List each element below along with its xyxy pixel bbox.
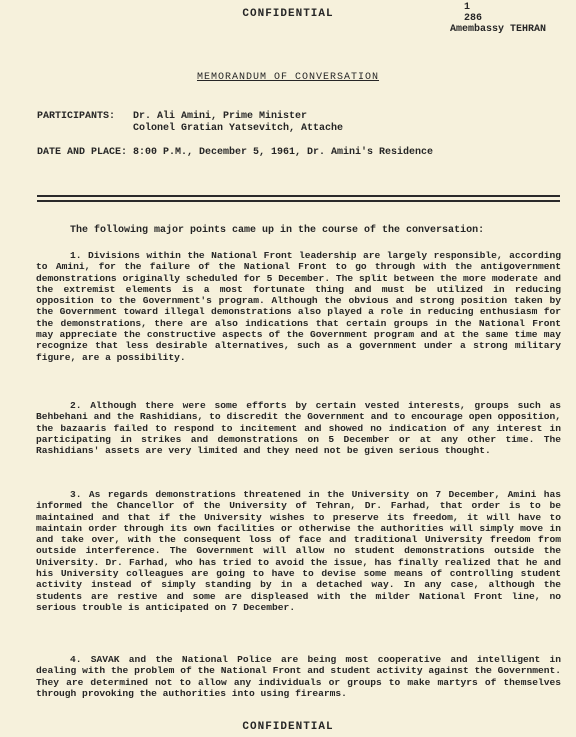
participants-row bbox=[37, 111, 307, 122]
intro-line: The following major points came up in the course of the conversation: bbox=[70, 225, 485, 236]
paragraph-4: 4. SAVAK and the National Police are being most cooperative and intelligent in dealing with the problem of the National Front and student activity against the Government. They are determined not to allow any individuals or groups to make martyrs of themselves through provoking the authorities into using firearms. bbox=[36, 654, 561, 699]
date-place-label: DATE AND PLACE: bbox=[37, 147, 128, 158]
participant-2: Colonel Gratian Yatsevitch, Attache bbox=[133, 123, 344, 134]
date-place-row bbox=[37, 147, 433, 158]
classification-header: CONFIDENTIAL bbox=[242, 8, 334, 20]
paragraph-1: 1. Divisions within the National Front leadership are largely responsible, according to Amini, for the failure of the National Front to go through with the antigovernment demonstrations originally scheduled for 5 December. The split between the more moderate and the extremist elements is a most fortunate thing and must be utilized in reducing opposition to the Government's program. Although the obvious and strong position taken by the Government toward illegal demonstrations also played a role in reducing enthusiasm for the demonstrations, there are also indications that certain groups in the National Front may appreciate the constructive aspects of the Government program and at the same time may recognize that less desirable alternatives, such as a government under a strong military figure, are a possibility. bbox=[36, 250, 561, 363]
paragraph-3: 3. As regards demonstrations threatened in the University on 7 December, Amini has informed the Chancellor of the University of Tehran, Dr. Farhad, that order is to be maintained and that if the University wishes to preserve its freedom, it will have to maintain order through its own facilities or otherwise the authorities will simply move in and take over, with the consequent loss of face and traditional University freedom from outside interference. The Government will allow no student demonstrations outside the University. Dr. Farhad, who has tried to avoid the issue, has finally realized that he and his University colleagues are going to have to devise some means of controlling student activity instead of simply standing by in a detached way. In any case, although the students are restive and some are displeased with the milder National Front line, no serious trouble is anticipated on 7 December. bbox=[36, 489, 561, 613]
divider-rule-2 bbox=[37, 200, 560, 202]
participants-label: PARTICIPANTS: bbox=[37, 111, 116, 122]
reference-block bbox=[450, 2, 546, 35]
divider-rule-1 bbox=[37, 195, 560, 197]
paragraph-2: 2. Although there were some efforts by certain vested interests, groups such as Behbehani and the Rashidians, to discredit the Government and to encourage open opposition, the bazaaris failed to respond to incitement and showed no indication of any interest in participating in strikes and demonstrations on 5 December or at any other time. The Rashidians' assets are very limited and they need not be given serious thought. bbox=[36, 400, 561, 457]
reference-line-2: 286 bbox=[463, 13, 482, 24]
date-place-value: 8:00 P.M., December 5, 1961, Dr. Amini's Residence bbox=[133, 147, 434, 158]
reference-line-3: Amembassy TEHRAN bbox=[449, 24, 546, 35]
participant-1: Dr. Ali Amini, Prime Minister bbox=[133, 111, 308, 122]
reference-line-1: 1 bbox=[463, 2, 470, 13]
memo-title: MEMORANDUM OF CONVERSATION bbox=[196, 72, 380, 83]
classification-footer: CONFIDENTIAL bbox=[242, 721, 334, 733]
